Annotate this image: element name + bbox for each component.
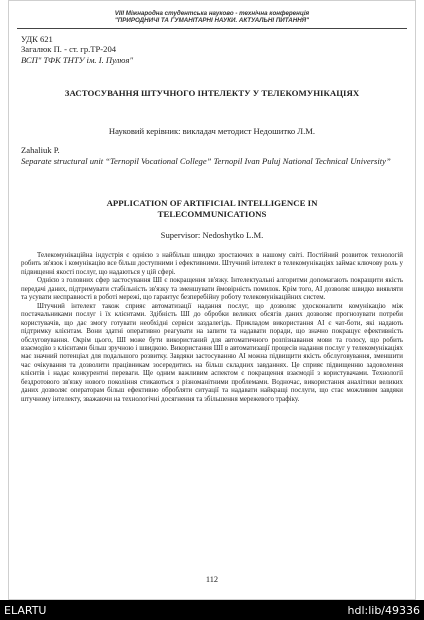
header-rule	[17, 28, 407, 29]
affiliation-en: Separate structural unit “Ternopil Vocational College” Ternopil Ivan Puluj National Technical University”	[21, 155, 391, 166]
udk-code: УДК 621	[21, 34, 53, 44]
article-body	[21, 252, 403, 404]
article-meta	[21, 34, 133, 65]
paragraph-1: Телекомунікаційна індустрія є однією з найбільш швидко зростаючих в нашому світі. Постійний розвиток технологій робить зв'язок і комунікацію все більш доступними і ефективними. Штучний інтелект в телекомунікаціях займає ключову роль у підвищенні якості послуг, що надаються у цій сфері.	[21, 252, 403, 276]
conference-line-2: "ПРИРОДНИЧІ ТА ГУМАНІТАРНІ НАУКИ. АКТУАЛЬНІ ПИТАННЯ"	[114, 17, 310, 25]
repository-footer	[0, 600, 424, 620]
document-page	[8, 0, 416, 600]
conference-header	[9, 10, 415, 25]
page-number: 112	[205, 575, 219, 584]
repository-name: ELARTU	[4, 604, 47, 617]
handle-link[interactable]: hdl:lib/49336	[347, 604, 420, 617]
affiliation-ua: ВСП" ТФК ТНТУ ім. І. Пулюя"	[21, 54, 134, 65]
author-en: Zahaliuk P.	[21, 145, 60, 155]
conference-line-1: VIII Міжнародна студентська науково - технічна конференція	[114, 10, 310, 17]
paragraph-2: Однією з головних сфер застосування ШІ є покращення зв'язку. Інтелектуальні алгоритми допомагають покращити якість передачі даних, підтримувати стабільність зв'язку та зменшувати ймовірність помилок. Крім того, АІ дозволяє швидко виявляти та усувати несправності в роботі мережі, що гарантує безперебійну роботу телекомунікаційних систем.	[21, 277, 403, 302]
title-en: APPLICATION OF ARTIFICIAL INTELLIGENCE IN TELECOMMUNICATIONS	[106, 198, 318, 219]
supervisor-ua: Науковий керівник: викладач методист Недошитко Л.М.	[108, 126, 316, 136]
title-ua: ЗАСТОСУВАННЯ ШТУЧНОГО ІНТЕЛЕКТУ У ТЕЛЕКОМУНІКАЦІЯХ	[64, 88, 360, 98]
author-en-block	[21, 145, 391, 166]
author-ua: Загалюк П. - ст. гр.ТР-204	[21, 44, 117, 55]
paragraph-3: Штучний інтелект також сприяє автоматизації надання послуг, що дозволяє удосконалити комунікацію між постачальниками послуг і їх клієнтами. Здібність ШІ до обробки великих обсягів даних дозволяє прогнозувати потреби користувачів, що дає змогу готувати необхідні сервіси заздалегідь. Прикладом використання АІ є чат-боти, які надають підтримку клієнтам. Вони здатні оперативно реагувати на запити та надавати поради, що значно покращує ефективність обслуговування. Окрім цього, ШІ може бути використаний для автоматичного розпізнавання мови та голосу, що робить взаємодію з клієнтами більш зручною і швидкою. Використання ШІ в автоматизації процесів надання послуг у телекомунікаціях має значний потенціал для подальшого розвитку. Завдяки застосуванню АІ можна підвищити якість обслуговування, зменшити час очікування та дозволити працівникам зосередитись на більш складних завданнях. Це сприяє підвищенню задоволення клієнтів і надає конкурентні переваги. Ще одним важливим аспектом є покращення взаємодії з користувачами. Технології бездротового зв'язку нового покоління стикаються з різноманітними проблемами. Водночас, використання аналітики великих даних дозволяє операторам більш ефективно обробляти ситуації та надавати найкращі послуги, що стає можливим завдяки штучному інтелекту, зважаючи на технологічні досягнення та збільшення мережевого трафіку.	[21, 302, 403, 403]
supervisor-en: Supervisor: Nedoshytko L.M.	[160, 230, 264, 240]
